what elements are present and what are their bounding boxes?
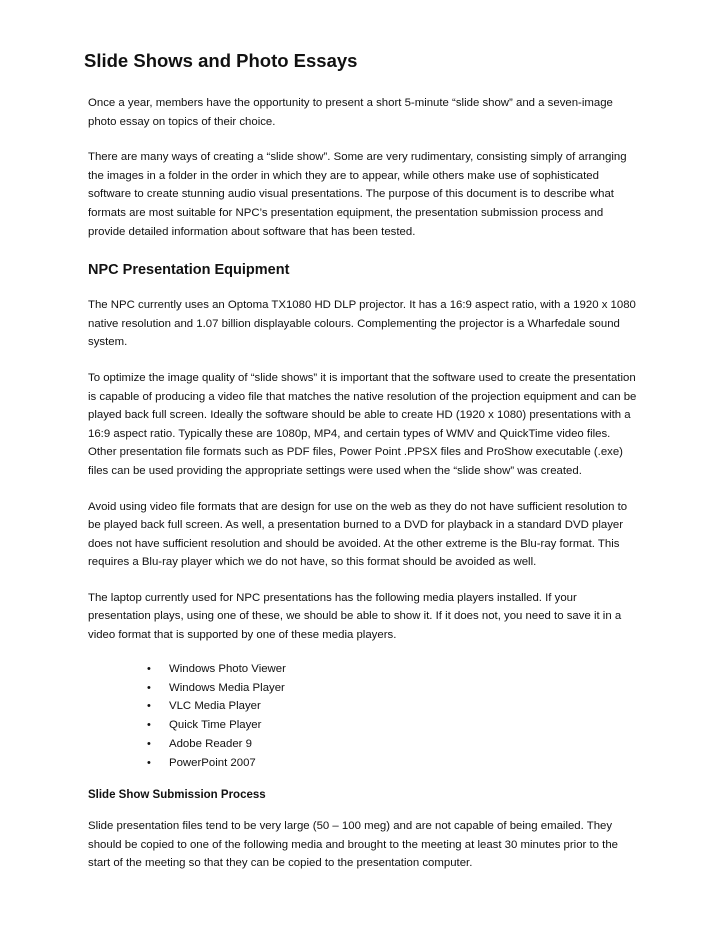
document-title: Slide Shows and Photo Essays <box>84 50 358 71</box>
list-item <box>147 716 640 735</box>
list-item-label: Quick Time Player <box>169 719 262 732</box>
equipment-paragraph-1: The NPC currently uses an Optoma TX1080 HD DLP projector. It has a 16:9 aspect ratio, with a 1920 x 1080 native resolution and 1.07 billion displayable colours. Complementing the projector is a Wharfedale sound system. <box>88 299 636 349</box>
bullet-icon: • <box>147 757 151 770</box>
list-item <box>147 660 640 679</box>
equipment-paragraph-2: To optimize the image quality of “slide shows” it is important that the software used to create the presentation is capable of producing a video file that matches the native resolution of the projection equipment and can be played back full screen. Ideally the software should be able to create HD (1920 x 1080) presentations with a 16:9 aspect ratio. Typically these are 1080p, MP4, and certain types of WMV and QuickTime video files. Other presentation file formats such as PDF files, Power Point .PPSX files and ProShow executable (.exe) files can be used providing the appropriate settings were used when the “slide show” was created. <box>88 371 637 477</box>
intro-paragraph-1: Once a year, members have the opportunity to present a short 5-minute “slide show” and a seven-image photo essay on topics of their choice. <box>88 97 613 128</box>
list-item-label: Adobe Reader 9 <box>169 738 252 751</box>
equipment-paragraph-3: Avoid using video file formats that are design for use on the web as they do not have sufficient resolution to be played back full screen. As well, a presentation burned to a DVD for playback in a standard DVD player does not have sufficient resolution and should be avoided. At the other extreme is the Blu-ray format. This requires a Blu-ray player which we do not have, so this format should be avoided as well. <box>88 500 628 569</box>
bullet-icon: • <box>147 719 151 732</box>
list-item <box>147 679 640 698</box>
bullet-icon: • <box>147 700 151 713</box>
equipment-heading: NPC Presentation Equipment <box>88 262 290 279</box>
list-item-label: Windows Photo Viewer <box>169 662 286 675</box>
list-item-label: PowerPoint 2007 <box>169 757 256 770</box>
equipment-paragraph-4: The laptop currently used for NPC presentations has the following media players installed. If your presentation plays, using one of these, we should be able to show it. If it does not, you need to save it in a video format that is supported by one of these media players. <box>88 591 622 642</box>
bullet-icon: • <box>147 681 151 694</box>
list-item-label: Windows Media Player <box>169 681 285 694</box>
list-item <box>147 697 640 716</box>
submission-paragraph: Slide presentation files tend to be very large (50 – 100 meg) and are not capable of being emailed. They should be copied to one of the following media and brought to the meeting at least 30 minutes prior to the start of the meeting so that they can be copied to the presentation computer. <box>88 820 619 870</box>
bullet-icon: • <box>147 662 151 675</box>
media-player-list <box>88 660 640 773</box>
intro-paragraph-2: There are many ways of creating a “slide show”. Some are very rudimentary, consisting simply of arranging the images in a folder in the order in which they are to appear, while others make use of sophisticated software to create stunning audio visual presentations. The purpose of this document is to describe what formats are most suitable for NPC’s presentation equipment, the presentation submission process and provide detailed information about software that has been tested. <box>88 151 627 238</box>
bullet-icon: • <box>147 738 151 751</box>
list-item <box>147 754 640 773</box>
list-item <box>147 735 640 754</box>
submission-heading: Slide Show Submission Process <box>88 789 266 802</box>
list-item-label: VLC Media Player <box>169 700 261 713</box>
